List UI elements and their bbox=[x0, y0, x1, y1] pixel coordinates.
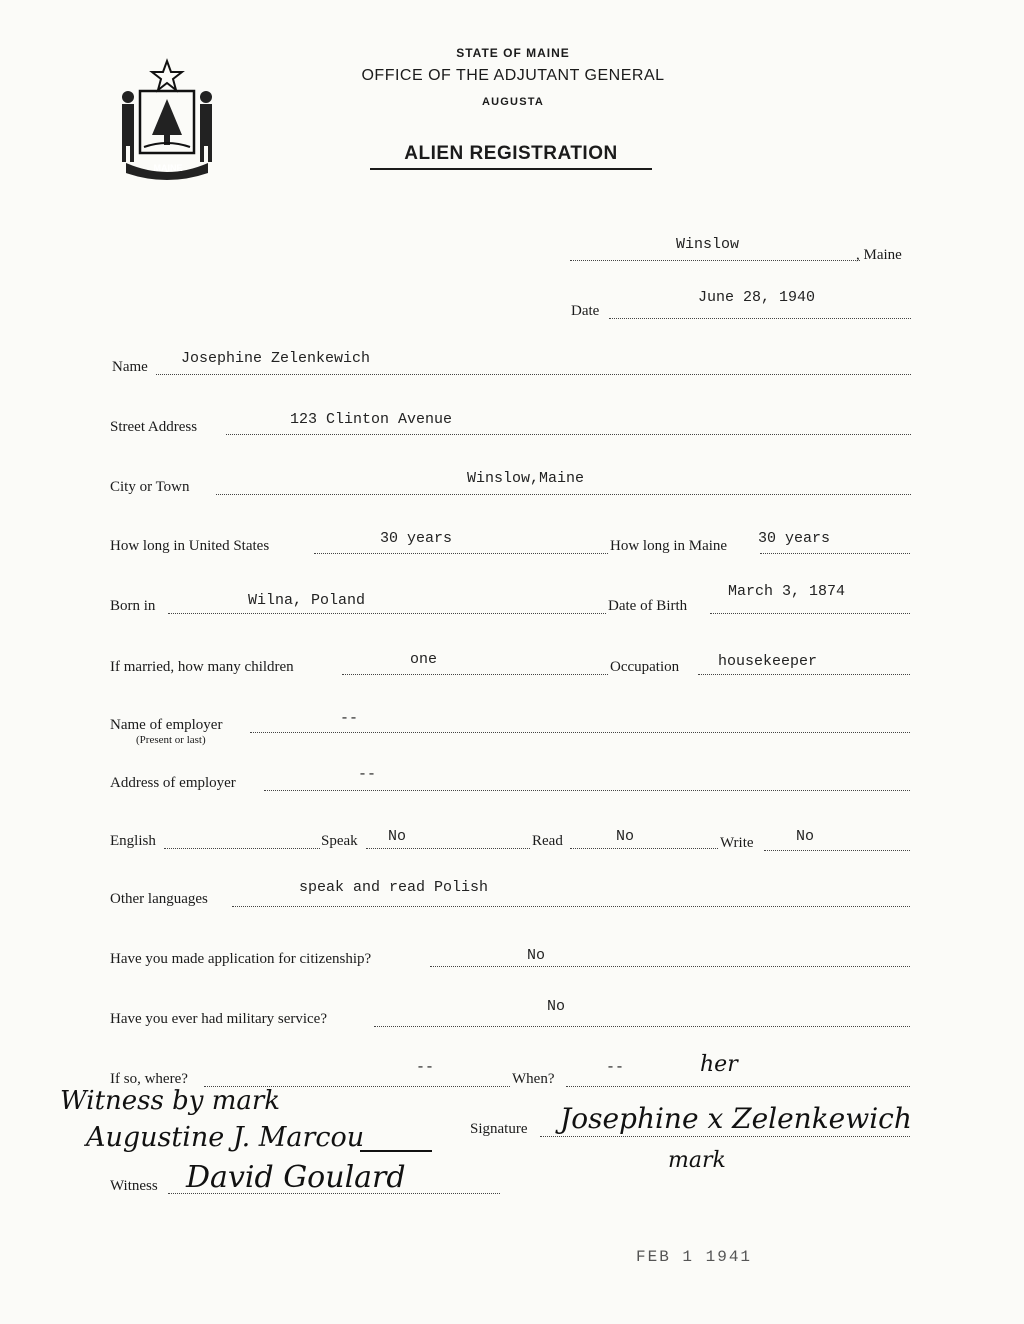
employer-address-value: -- bbox=[358, 766, 377, 783]
occupation-line bbox=[698, 674, 910, 675]
employer-name-line bbox=[250, 732, 910, 733]
employer-address-line bbox=[264, 790, 910, 791]
header-city: AUGUSTA bbox=[482, 96, 544, 108]
english-label: English bbox=[110, 833, 156, 849]
how-long-maine-label: How long in Maine bbox=[610, 538, 728, 554]
military-value: No bbox=[547, 998, 566, 1015]
english-speak-value: No bbox=[388, 828, 407, 845]
born-in-line bbox=[168, 613, 606, 614]
occupation-label: Occupation bbox=[610, 659, 680, 675]
english-write-line bbox=[764, 850, 910, 851]
form-title: ALIEN REGISTRATION bbox=[370, 143, 652, 170]
received-stamp: FEB 1 1941 bbox=[636, 1248, 753, 1266]
when-line bbox=[566, 1086, 910, 1087]
header-office: OFFICE OF THE ADJUTANT GENERAL bbox=[361, 67, 665, 84]
signature-line bbox=[540, 1136, 910, 1137]
citizenship-value: No bbox=[527, 947, 546, 964]
english-read-value: No bbox=[616, 828, 635, 845]
signature-label: Signature bbox=[470, 1121, 528, 1137]
when-label: When? bbox=[512, 1071, 555, 1087]
other-languages-label: Other languages bbox=[110, 891, 208, 907]
dob-value: March 3, 1874 bbox=[728, 583, 846, 600]
witness-line-2: Augustine J. Marcou bbox=[86, 1122, 365, 1153]
signature-value: Josephine x Zelenkewich bbox=[560, 1102, 912, 1135]
date-value: June 28, 1940 bbox=[698, 289, 816, 306]
where-label: If so, where? bbox=[110, 1071, 188, 1087]
street-label: Street Address bbox=[110, 419, 198, 435]
english-write-value: No bbox=[796, 828, 815, 845]
employer-address-label: Address of employer bbox=[110, 775, 236, 791]
name-line bbox=[156, 374, 911, 375]
witness-line-3: David Goulard bbox=[186, 1160, 406, 1195]
children-label: If married, how many children bbox=[110, 659, 294, 675]
citizenship-label: Have you made application for citizenship? bbox=[110, 951, 372, 967]
english-read-line bbox=[570, 848, 718, 849]
name-value: Josephine Zelenkewich bbox=[181, 350, 371, 367]
dob-line bbox=[710, 613, 910, 614]
witness-label: Witness bbox=[110, 1178, 158, 1194]
state-seal bbox=[112, 55, 222, 185]
city-line bbox=[216, 494, 911, 495]
header-state: STATE OF MAINE bbox=[456, 46, 570, 60]
children-line bbox=[342, 674, 608, 675]
english-speak-line bbox=[366, 848, 530, 849]
how-long-maine-value: 30 years bbox=[758, 530, 831, 547]
military-label: Have you ever had military service? bbox=[110, 1011, 327, 1027]
born-in-value: Wilna, Poland bbox=[248, 592, 366, 609]
when-value: -- bbox=[606, 1059, 625, 1076]
children-value: one bbox=[410, 651, 438, 668]
seal-text: MAINE bbox=[153, 163, 183, 173]
other-languages-line bbox=[232, 906, 910, 907]
location-suffix: , Maine bbox=[856, 247, 902, 263]
witness-line-1: Witness by mark bbox=[60, 1086, 281, 1116]
signature-above: her bbox=[700, 1052, 738, 1077]
how-long-maine-line bbox=[760, 553, 910, 554]
born-in-label: Born in bbox=[110, 598, 156, 614]
location-value: Winslow bbox=[676, 236, 740, 253]
employer-name-value: -- bbox=[340, 710, 359, 727]
signature-below: mark bbox=[668, 1148, 726, 1173]
english-read-label: Read bbox=[532, 833, 563, 849]
city-value: Winslow,Maine bbox=[467, 470, 585, 487]
english-speak-label: Speak bbox=[321, 833, 358, 849]
street-line bbox=[226, 434, 911, 435]
date-line bbox=[609, 318, 911, 319]
employer-name-sublabel: (Present or last) bbox=[136, 734, 206, 746]
how-long-us-line bbox=[314, 553, 608, 554]
date-label: Date bbox=[571, 303, 600, 319]
dob-label: Date of Birth bbox=[608, 598, 688, 614]
employer-name-label: Name of employer bbox=[110, 717, 223, 733]
citizenship-line bbox=[430, 966, 910, 967]
witness-underline bbox=[360, 1150, 432, 1152]
how-long-us-value: 30 years bbox=[380, 530, 453, 547]
english-write-label: Write bbox=[720, 835, 754, 851]
name-label: Name bbox=[112, 359, 148, 375]
city-label: City or Town bbox=[110, 479, 190, 495]
occupation-value: housekeeper bbox=[718, 653, 818, 670]
english-line bbox=[164, 848, 320, 849]
where-value: -- bbox=[416, 1059, 435, 1076]
street-value: 123 Clinton Avenue bbox=[290, 411, 453, 428]
how-long-us-label: How long in United States bbox=[110, 538, 270, 554]
location-line bbox=[570, 260, 860, 261]
military-line bbox=[374, 1026, 910, 1027]
other-languages-value: speak and read Polish bbox=[299, 879, 489, 896]
